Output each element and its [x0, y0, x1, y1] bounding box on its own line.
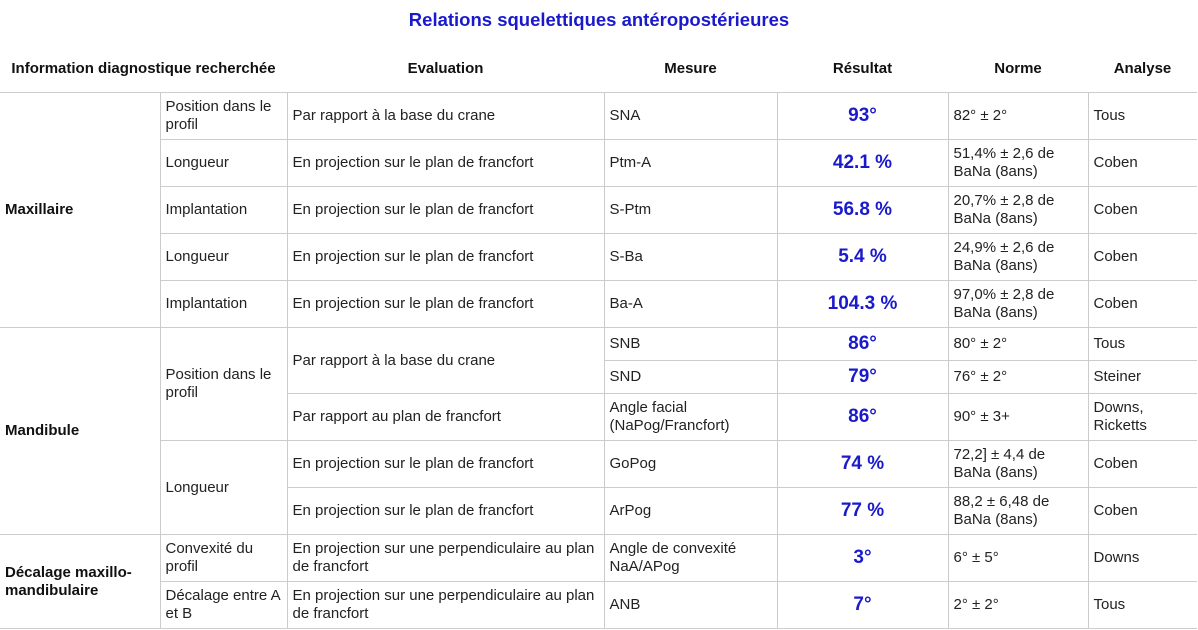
group-maxillaire: Maxillaire: [0, 93, 160, 328]
table-row: [0, 582, 1197, 629]
row-norme: 6° ± 5°: [948, 535, 1088, 582]
header-evaluation: Evaluation: [287, 46, 604, 93]
table-header-row: [0, 46, 1197, 93]
row-analyse: Coben: [1088, 140, 1197, 187]
group-decalage: Décalage maxillo-mandibulaire: [0, 535, 160, 629]
header-analyse: Analyse: [1088, 46, 1197, 93]
row-evaluation: En projection sur le plan de francfort: [287, 281, 604, 328]
row-mesure: SND: [604, 361, 777, 394]
row-analyse: Steiner: [1088, 361, 1197, 394]
row-resultat: 7°: [777, 582, 948, 629]
row-analyse: Coben: [1088, 488, 1197, 535]
row-norme: 88,2 ± 6,48 de BaNa (8ans): [948, 488, 1088, 535]
row-mesure: ANB: [604, 582, 777, 629]
header-mesure: Mesure: [604, 46, 777, 93]
row-evaluation: En projection sur le plan de francfort: [287, 441, 604, 488]
row-norme: 80° ± 2°: [948, 328, 1088, 361]
row-analyse: Coben: [1088, 187, 1197, 234]
table-row: [0, 93, 1197, 140]
row-mesure: SNA: [604, 93, 777, 140]
row-resultat: 93°: [777, 93, 948, 140]
row-resultat: 77 %: [777, 488, 948, 535]
table-row: [0, 281, 1197, 328]
row-resultat: 5.4 %: [777, 234, 948, 281]
row-mesure: ArPog: [604, 488, 777, 535]
row-norme: 72,2] ± 4,4 de BaNa (8ans): [948, 441, 1088, 488]
row-analyse: Downs, Ricketts: [1088, 394, 1197, 441]
row-mesure: GoPog: [604, 441, 777, 488]
row-sub: Implantation: [160, 187, 287, 234]
row-norme: 24,9% ± 2,6 de BaNa (8ans): [948, 234, 1088, 281]
row-norme: 82° ± 2°: [948, 93, 1088, 140]
group-mandibule: Mandibule: [0, 328, 160, 535]
header-info: Information diagnostique recherchée: [0, 46, 287, 93]
cephalometric-table: [0, 46, 1197, 629]
row-mesure: Angle de convexité NaA/APog: [604, 535, 777, 582]
row-mesure: SNB: [604, 328, 777, 361]
table-row: [0, 535, 1197, 582]
row-analyse: Tous: [1088, 328, 1197, 361]
row-resultat: 74 %: [777, 441, 948, 488]
row-norme: 20,7% ± 2,8 de BaNa (8ans): [948, 187, 1088, 234]
row-sub: Longueur: [160, 140, 287, 187]
row-sub: Implantation: [160, 281, 287, 328]
row-mesure: S-Ptm: [604, 187, 777, 234]
row-analyse: Downs: [1088, 535, 1197, 582]
row-resultat: 42.1 %: [777, 140, 948, 187]
row-mesure: Ba-A: [604, 281, 777, 328]
row-resultat: 86°: [777, 328, 948, 361]
row-norme: 51,4% ± 2,6 de BaNa (8ans): [948, 140, 1088, 187]
row-resultat: 104.3 %: [777, 281, 948, 328]
row-norme: 76° ± 2°: [948, 361, 1088, 394]
header-norme: Norme: [948, 46, 1088, 93]
row-sub: Longueur: [160, 234, 287, 281]
row-resultat: 86°: [777, 394, 948, 441]
row-analyse: Coben: [1088, 234, 1197, 281]
row-sub: Décalage entre A et B: [160, 582, 287, 629]
row-resultat: 3°: [777, 535, 948, 582]
row-norme: 2° ± 2°: [948, 582, 1088, 629]
table-row: [0, 187, 1197, 234]
row-resultat: 56.8 %: [777, 187, 948, 234]
row-evaluation: Par rapport à la base du crane: [287, 328, 604, 394]
row-sub: Convexité du profil: [160, 535, 287, 582]
page-title: Relations squelettiques antéropostérieures: [408, 9, 790, 30]
row-evaluation: Par rapport au plan de francfort: [287, 394, 604, 441]
table-row: [0, 140, 1197, 187]
row-norme: 97,0% ± 2,8 de BaNa (8ans): [948, 281, 1088, 328]
row-evaluation: En projection sur le plan de francfort: [287, 187, 604, 234]
row-evaluation: En projection sur le plan de francfort: [287, 140, 604, 187]
row-sub: Position dans le profil: [160, 93, 287, 140]
row-analyse: Tous: [1088, 582, 1197, 629]
row-analyse: Tous: [1088, 93, 1197, 140]
header-resultat: Résultat: [777, 46, 948, 93]
row-evaluation: En projection sur le plan de francfort: [287, 488, 604, 535]
table-row: [0, 234, 1197, 281]
row-analyse: Coben: [1088, 441, 1197, 488]
row-mesure: S-Ba: [604, 234, 777, 281]
row-evaluation: En projection sur une perpendiculaire au plan de francfort: [287, 582, 604, 629]
row-mesure: Ptm-A: [604, 140, 777, 187]
table-row: [0, 441, 1197, 488]
row-sub: Position dans le profil: [160, 328, 287, 441]
row-resultat: 79°: [777, 361, 948, 394]
row-mesure: Angle facial (NaPog/Francfort): [604, 394, 777, 441]
row-evaluation: Par rapport à la base du crane: [287, 93, 604, 140]
row-evaluation: En projection sur une perpendiculaire au plan de francfort: [287, 535, 604, 582]
table-row: [0, 328, 1197, 361]
row-analyse: Coben: [1088, 281, 1197, 328]
row-evaluation: En projection sur le plan de francfort: [287, 234, 604, 281]
row-sub: Longueur: [160, 441, 287, 535]
row-norme: 90° ± 3+: [948, 394, 1088, 441]
